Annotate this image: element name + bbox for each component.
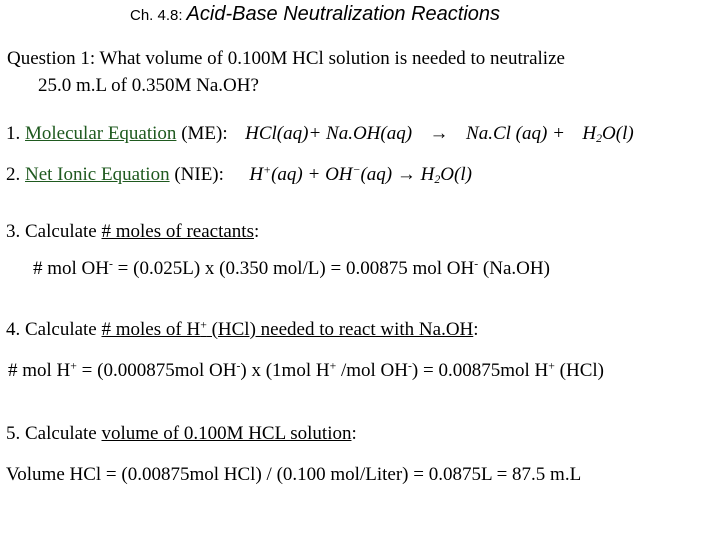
step-1-abbrev: (ME): [181,123,228,144]
step-4-calculation: # mol H+ = (0.000875mol OH-) x (1mol H+ /mol OH-) = 0.00875mol H+ (HCl) [8,359,604,381]
reaction-arrow-icon: → [429,123,449,144]
step-5-calculation: Volume HCl = (0.00875mol HCl) / (0.100 mol/Liter) = 0.0875L = 87.5 m.L [6,464,582,485]
moles-of-h-label: # moles of H+ (HCl) needed to react with Na.OH [101,318,474,340]
molecular-equation-product-water: $H_2O(l)$ [582,123,634,145]
step-1-number: 1. [6,123,21,144]
reaction-arrow-icon: → [396,164,416,185]
step-5-heading: 5. Calculate volume of 0.100M HCL solution: [6,423,357,444]
molecular-equation-product-nacl: Na.Cl (aq) + [466,123,565,144]
step-2-net-ionic-equation [6,165,472,184]
topic-title: Acid-Base Neutralization Reactions [186,3,501,25]
net-ionic-equation-link[interactable]: Net Ionic Equation [25,164,170,185]
volume-of-hcl-label: volume of 0.100M HCL solution [101,423,352,444]
step-3-heading: 3. Calculate # moles of reactants: [6,221,260,242]
step-4-heading: 4. Calculate # moles of H+ (HCl) needed to react with Na.OH: [6,318,479,340]
question-line-2: 25.0 m.L of 0.350M Na.OH? [38,75,259,96]
question-line-1: Question 1: What volume of 0.100M HCl solution is needed to neutralize [7,48,565,69]
net-ionic-equation: $H^+(aq) + OH^-(aq) \to H_2O(l)$ [249,163,472,186]
moles-of-reactants-label: # moles of reactants [101,221,254,242]
molecular-equation-reactants: HCl(aq)+ Na.OH(aq) [245,123,413,144]
step-3-calculation: # mol OH- = (0.025L) x (0.350 mol/L) = 0.00875 mol OH- (Na.OH) [33,257,550,279]
chapter-label: Ch. 4.8: [130,7,183,24]
step-2-number: 2. [6,164,21,185]
step-2-abbrev: (NIE): [174,164,224,185]
page-title [130,4,500,24]
molecular-equation-link[interactable]: Molecular Equation [25,123,177,144]
step-1-molecular-equation [6,124,634,143]
